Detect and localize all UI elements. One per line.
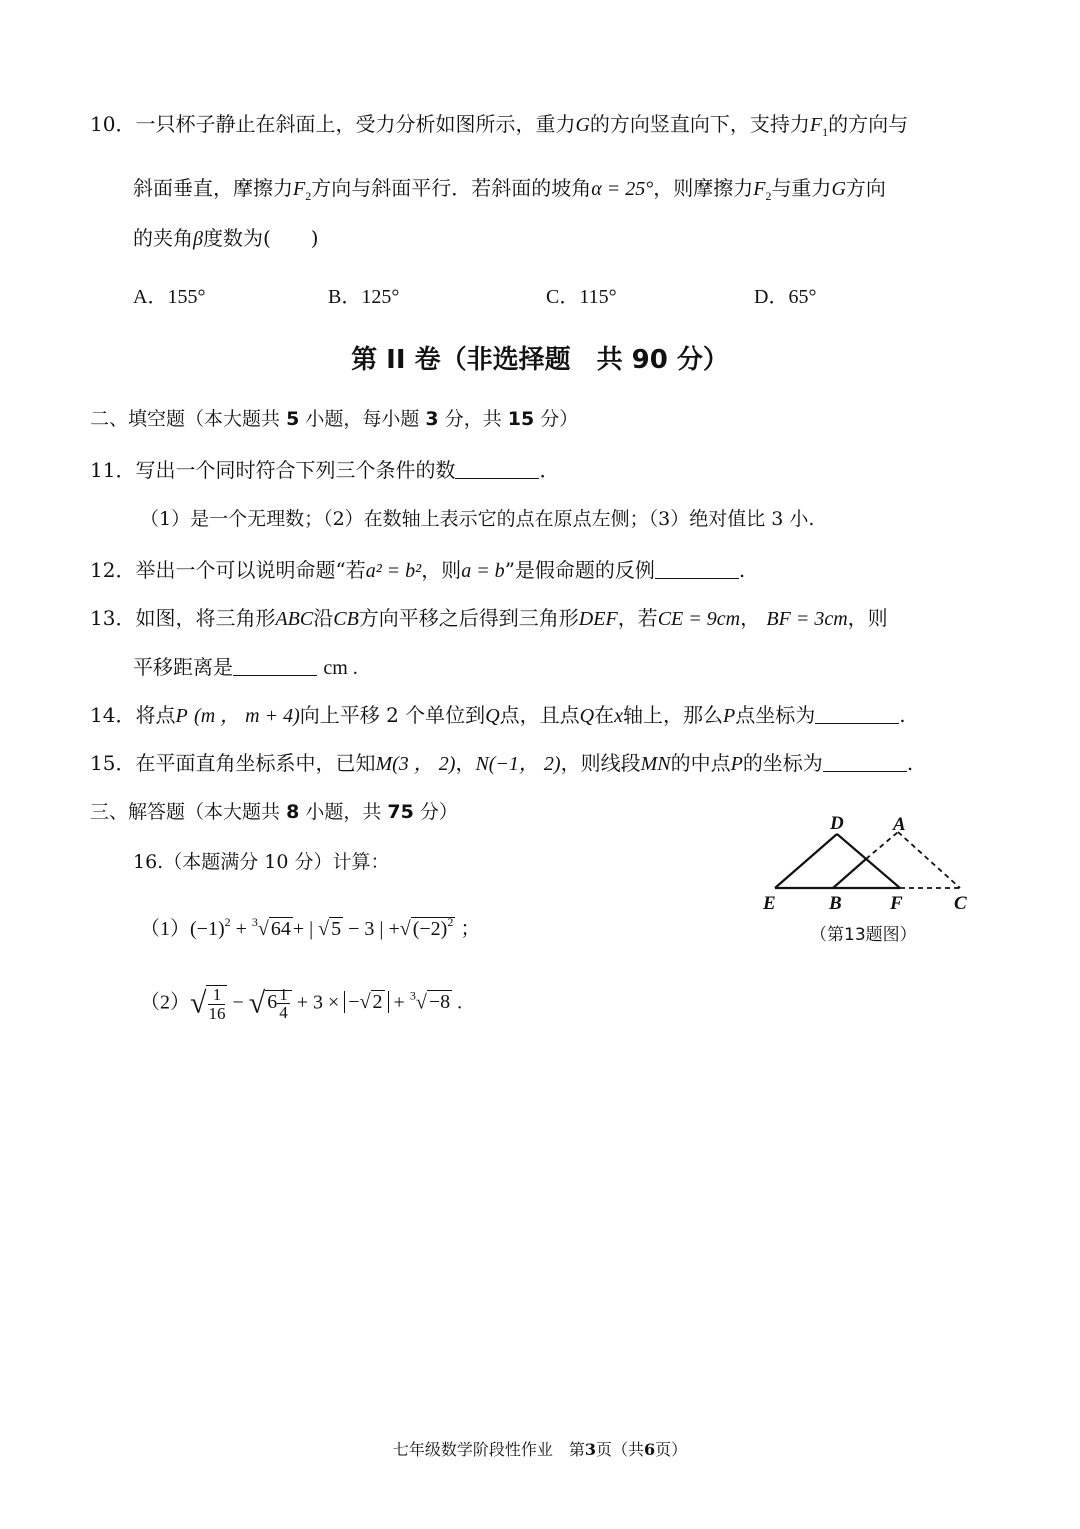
q16-part1: $(1)(-1)^2 + ^3√$ 64 + | √ 5 − 3 | +√ $(-2)^2$ ； bbox=[140, 915, 481, 940]
q10-line2: 斜面垂直，摩擦力$F_2$方向与斜面平行．若斜面的坡角α = 25°，则摩擦力$F_2$与重力G方向 bbox=[133, 176, 886, 203]
label-c: C bbox=[954, 893, 967, 914]
answer-blank bbox=[823, 753, 907, 772]
label-f: F bbox=[890, 893, 903, 914]
page-footer: 七年级数学阶段性作业 第3页（共6页） bbox=[392, 1440, 688, 1459]
label-d: D bbox=[830, 813, 844, 834]
q14: 14．将点P (m ， m + 4)向上平移 2 个单位到Q点，且点Q在x轴上，那么P点坐标为 . bbox=[90, 703, 906, 727]
q16-part2: （2）√ $\frac{1}{16}$ − √ 6 $\frac{1}{4}$ + 3 × −√ 2 + $^3$√ −8 . bbox=[140, 984, 463, 1023]
q12: 12．举出一个可以说明命题“若a² = b²，则a = b”是假命题的反例 . bbox=[90, 558, 746, 582]
q10-option-b: B．125° bbox=[328, 286, 400, 308]
q10-option-d: D．65° bbox=[754, 286, 817, 308]
q13-line1: 13．如图，将三角形ABC沿CB方向平移之后得到三角形DEF，若CE = 9cm， BF = 3cm，则 bbox=[90, 606, 888, 630]
q10-line1: 10．一只杯子静止在斜面上，受力分析如图所示，重力G的方向竖直向下，支持力$F_1$的方向与 bbox=[90, 112, 909, 139]
answer-blank bbox=[455, 460, 539, 479]
q15: 15．在平面直角坐标系中，已知M(3 ， 2)，N(−1， 2)，则线段MN的中点P的坐标为 . bbox=[90, 751, 914, 775]
q11-line2: （1）是一个无理数；（2）在数轴上表示它的点在原点左侧；（3）绝对值比 3 小. bbox=[140, 508, 815, 530]
segment-df bbox=[837, 834, 900, 888]
part2-heading: 二、填空题（本大题共 5 小题，每小题 3 分，共 15 分） bbox=[90, 408, 579, 430]
q10-line3: 的夹角β度数为( ) bbox=[133, 226, 319, 250]
label-b: B bbox=[829, 893, 842, 914]
segment-b-solid bbox=[833, 859, 866, 888]
q13-figure bbox=[755, 810, 985, 950]
answer-blank bbox=[815, 705, 899, 724]
q10-option-c: C．115° bbox=[546, 286, 617, 308]
answer-blank bbox=[655, 560, 739, 579]
segment-ed bbox=[775, 834, 837, 888]
section-title: 第 II 卷（非选择题 共 90 分） bbox=[351, 345, 729, 375]
label-a: A bbox=[893, 814, 906, 835]
segment-ac-dashed bbox=[898, 832, 960, 888]
figure-caption: （第13题图） bbox=[810, 925, 917, 945]
segment-ba-dashed bbox=[866, 832, 898, 859]
q13-line2: 平移距离是 cm . bbox=[133, 655, 358, 679]
q11-line1: 11．写出一个同时符合下列三个条件的数 ． bbox=[90, 458, 560, 482]
q16-title: 16.（本题满分 10 分）计算： bbox=[133, 851, 390, 873]
q10-option-a: A．155° bbox=[133, 286, 206, 308]
part3-heading: 三、解答题（本大题共 8 小题，共 75 分） bbox=[90, 801, 458, 823]
label-e: E bbox=[763, 893, 776, 914]
answer-blank bbox=[233, 657, 317, 676]
